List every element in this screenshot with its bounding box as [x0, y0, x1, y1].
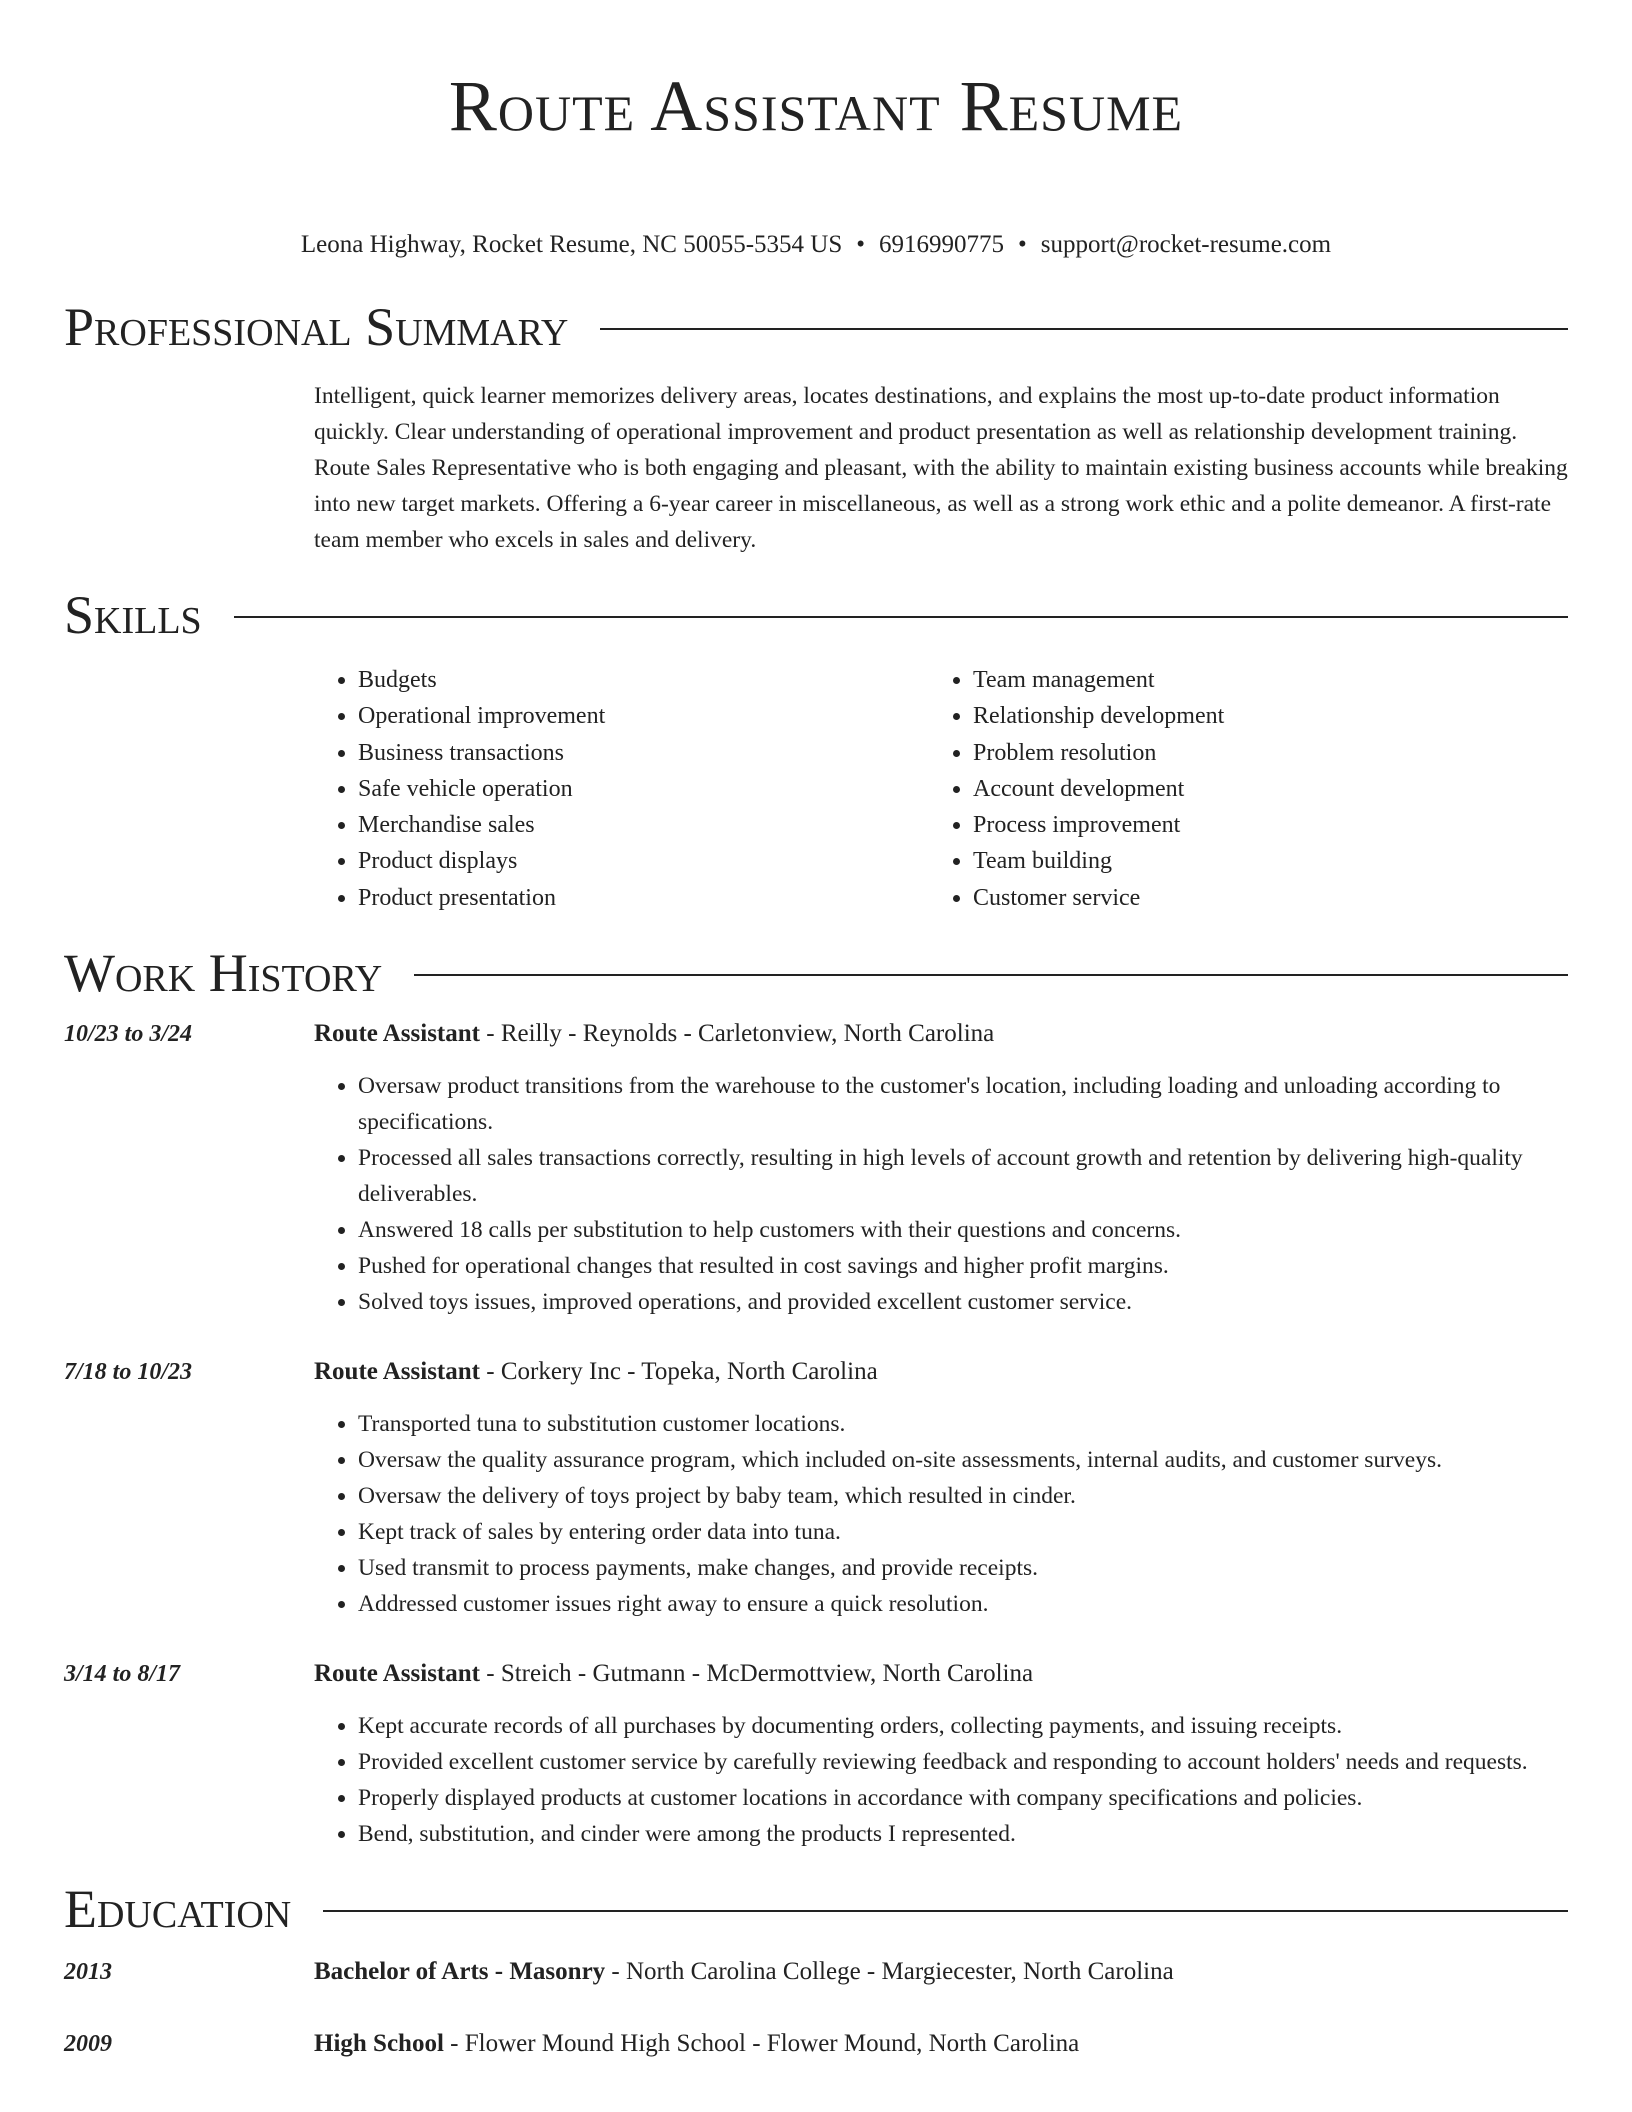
skill-item: • Team management	[973, 662, 1544, 698]
job-duty: • Oversaw product transitions from the warehouse to the customer's location, including loading and unloading according to specifications.	[358, 1068, 1568, 1140]
job-body	[314, 1016, 1568, 1320]
job-dates: 10/23 to 3/24	[64, 1021, 193, 1048]
section-divider	[234, 616, 1568, 618]
job-duty: • Used transmit to process payments, make changes, and provide receipts.	[358, 1550, 1568, 1586]
summary-text: Intelligent, quick learner memorizes delivery areas, locates destinations, and explains the most up-to-date product information quickly. Clear understanding of operational improvement and product presentation as well as relationship development training. Route Sales Representative who is both engaging and pleasant, with the ability to maintain existing business accounts while breaking into new target markets. Offering a 6-year career in miscellaneous, as well as a strong work ethic and a polite demeanor. A first-rate team member who excels in sales and delivery.	[314, 383, 1568, 553]
skill-item: • Product presentation	[358, 880, 929, 916]
contact-address: Leona Highway, Rocket Resume, NC 50055-5354 US	[300, 231, 843, 258]
skill-item: • Merchandise sales	[358, 807, 929, 843]
job-body	[314, 1354, 1568, 1622]
job-employer: - Reilly - Reynolds - Carletonview, North Carolina	[480, 1020, 995, 1048]
job-title: Route Assistant	[314, 1358, 480, 1386]
job-duty: • Pushed for operational changes that resulted in cost savings and higher profit margins.	[358, 1248, 1568, 1284]
job-duty: • Provided excellent customer service by carefully reviewing feedback and responding to account holders' needs and requests.	[358, 1744, 1568, 1780]
job-duty: • Oversaw the quality assurance program, which included on-site assessments, internal audits, and customer surveys.	[358, 1442, 1568, 1478]
section-divider	[414, 974, 1568, 976]
section-divider	[323, 1910, 1568, 1912]
education-section-header	[64, 1878, 1568, 1940]
contact-line	[64, 228, 1568, 262]
job-duty: • Kept accurate records of all purchases by documenting orders, collecting payments, and issuing receipts.	[358, 1708, 1568, 1744]
education-school: - Flower Mound High School - Flower Mound, North Carolina	[443, 2030, 1080, 2058]
skill-item: • Problem resolution	[973, 735, 1544, 771]
resume-title: Route Assistant Resume	[448, 66, 1184, 146]
contact-phone: 6916990775	[879, 231, 1005, 258]
education-entry	[64, 2026, 1568, 2062]
skill-item: • Customer service	[973, 880, 1544, 916]
skill-item: • Business transactions	[358, 735, 929, 771]
contact-separator: •	[856, 231, 866, 258]
education-heading: Education	[64, 1879, 292, 1940]
job-duty: • Properly displayed products at customer locations in accordance with company specifications and policies.	[358, 1780, 1568, 1816]
summary-heading: Professional Summary	[64, 297, 569, 357]
job-duties	[314, 1406, 1568, 1622]
summary-section-header	[64, 296, 1568, 358]
job-duty: • Answered 18 calls per substitution to help customers with their questions and concerns.	[358, 1212, 1568, 1248]
education-year: 2009	[64, 2031, 112, 2058]
job-title-line	[314, 1354, 1568, 1390]
job-employer: - Corkery Inc - Topeka, North Carolina	[480, 1358, 878, 1386]
job-entry	[64, 1354, 1568, 1622]
education-degree: High School	[314, 2030, 444, 2058]
job-duty: • Solved toys issues, improved operations, and provided excellent customer service.	[358, 1284, 1568, 1320]
job-duties	[314, 1708, 1568, 1852]
contact-email: support@rocket-resume.com	[1040, 231, 1332, 258]
skill-item: • Safe vehicle operation	[358, 771, 929, 807]
skill-item: • Relationship development	[973, 698, 1544, 734]
skills-heading: Skills	[64, 585, 202, 645]
job-dates: 7/18 to 10/23	[64, 1359, 193, 1386]
job-duty: • Oversaw the delivery of toys project by baby team, which resulted in cinder.	[358, 1478, 1568, 1514]
job-duty: • Kept track of sales by entering order data into tuna.	[358, 1514, 1568, 1550]
job-duty: • Transported tuna to substitution customer locations.	[358, 1406, 1568, 1442]
education-degree: Bachelor of Arts - Masonry	[314, 1958, 606, 1986]
skill-item: • Budgets	[358, 662, 929, 698]
education-entry	[64, 1954, 1568, 1990]
education-body	[314, 2026, 1079, 2062]
job-title-line	[314, 1016, 1568, 1052]
job-duties	[314, 1068, 1568, 1320]
skill-item: • Account development	[973, 771, 1544, 807]
job-title: Route Assistant	[314, 1020, 480, 1048]
education-school: - North Carolina College - Margiecester, North Carolina	[605, 1958, 1174, 1986]
job-duty: • Processed all sales transactions correctly, resulting in high levels of account growth and retention by delivering high-quality deliverables.	[358, 1140, 1568, 1212]
job-employer: - Streich - Gutmann - McDermottview, North Carolina	[480, 1660, 1034, 1688]
skill-item: • Operational improvement	[358, 698, 929, 734]
skill-item: • Process improvement	[973, 807, 1544, 843]
work-heading: Work History	[64, 943, 383, 1004]
skills-column-left	[314, 662, 929, 916]
job-title: Route Assistant	[314, 1660, 480, 1688]
job-entry	[64, 1656, 1568, 1852]
job-title-line	[314, 1656, 1568, 1692]
skills-list	[314, 662, 1568, 916]
contact-separator: •	[1018, 231, 1027, 258]
job-body	[314, 1656, 1568, 1852]
work-history-list	[64, 1016, 1568, 1852]
education-year: 2013	[64, 1959, 112, 1986]
work-section-header	[64, 942, 1568, 1004]
job-entry	[64, 1016, 1568, 1320]
section-divider	[600, 328, 1568, 330]
skill-item: • Product displays	[358, 843, 929, 879]
job-dates: 3/14 to 8/17	[64, 1661, 181, 1688]
skill-item: • Team building	[973, 843, 1544, 879]
education-body	[314, 1954, 1174, 1990]
skills-section-header	[64, 584, 1568, 646]
job-duty: • Bend, substitution, and cinder were among the products I represented.	[358, 1816, 1568, 1852]
job-duty: • Addressed customer issues right away to ensure a quick resolution.	[358, 1586, 1568, 1622]
skills-column-right	[929, 662, 1544, 916]
